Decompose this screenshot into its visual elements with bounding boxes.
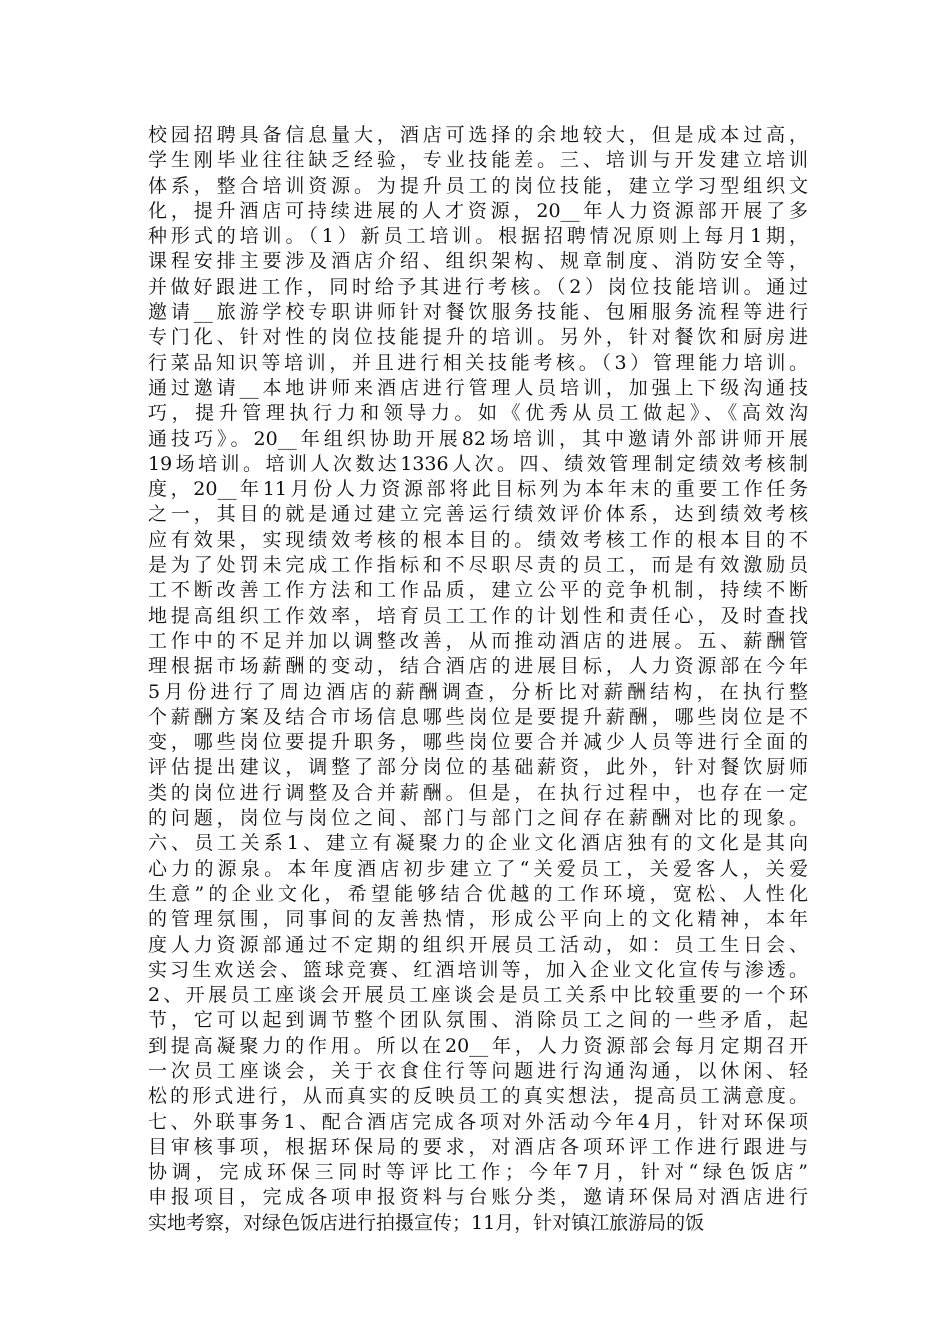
text-line: 5月份进行了周边酒店的薪酬调查，分析比对薪酬结构，在执行整 xyxy=(148,680,808,703)
text-line: 工作中的不足并加以调整改善，从而推动酒店的进展。五、薪酬管 xyxy=(148,629,808,652)
text-line: 课程安排主要涉及酒店介绍、组织架构、规章制度、消防安全等， xyxy=(148,250,808,273)
text-line: 到提高凝聚力的作用。所以在20__年，人力资源部会每月定期召开 xyxy=(148,1034,808,1057)
text-line: 之一，其目的就是通过建立完善运行绩效评价体系，达到绩效考核 xyxy=(148,503,808,526)
text-line: 行菜品知识等培训，并且进行相关技能考核。（3）管理能力培训。 xyxy=(148,351,808,374)
text-line: 六、员工关系1、建立有凝聚力的企业文化酒店独有的文化是其向 xyxy=(148,832,808,855)
text-line: 实地考察，对绿色饭店进行拍摄宣传；11月，针对镇江旅游局的饭 xyxy=(148,1211,705,1234)
text-line: 巧，提升管理执行力和领导力。如《优秀从员工做起》、《高效沟 xyxy=(148,402,808,425)
text-line: 邀请__旅游学校专职讲师针对餐饮服务技能、包厢服务流程等进行 xyxy=(148,301,808,324)
text-line: 变，哪些岗位要提升职务，哪些岗位要合并减少人员等进行全面的 xyxy=(148,731,808,754)
text-line: 的管理氛围，同事间的友善热情，形成公平向上的文化精神，本年 xyxy=(148,908,808,931)
text-line: 是为了处罚未完成工作指标和不尽职尽责的员工，而是有效激励员 xyxy=(148,554,808,577)
text-line: 评估提出建议，调整了部分岗位的基础薪资，此外，针对餐饮厨师 xyxy=(148,756,808,779)
text-line: 地提高组织工作效率，培育员工工作的计划性和责任心，及时查找 xyxy=(148,604,808,627)
text-line: 种形式的培训。（1）新员工培训。根据招聘情况原则上每月1期， xyxy=(148,225,808,248)
text-line: 生意”的企业文化，希望能够结合优越的工作环境，宽松、人性化 xyxy=(148,882,808,905)
text-line: 通过邀请__本地讲师来酒店进行管理人员培训，加强上下级沟通技 xyxy=(148,376,808,399)
text-line: 19场培训。培训人次数达1336人次。四、绩效管理制定绩效考核制 xyxy=(148,452,808,475)
text-line: 学生刚毕业往往缺乏经验，专业技能差。三、培训与开发建立培训 xyxy=(148,149,808,172)
text-line: 松的形式进行，从而真实的反映员工的真实想法，提高员工满意度。 xyxy=(148,1085,808,1108)
text-line: 实习生欢送会、篮球竞赛、红酒培训等，加入企业文化宣传与渗透。 xyxy=(148,958,808,981)
text-line: 度，20__年11月份人力资源部将此目标列为本年末的重要工作任务 xyxy=(148,478,808,501)
text-line: 校园招聘具备信息量大，酒店可选择的余地较大，但是成本过高， xyxy=(148,124,808,146)
body-text xyxy=(148,123,808,1236)
text-line: 化，提升酒店可持续进展的人才资源，20__年人力资源部开展了多 xyxy=(148,199,808,222)
text-line: 并做好跟进工作，同时给予其进行考核。（2）岗位技能培训。通过 xyxy=(148,275,808,298)
text-line: 一次员工座谈会，关于衣食住行等问题进行沟通沟通，以休闲、轻 xyxy=(148,1059,808,1082)
text-line: 节，它可以起到调节整个团队氛围、消除员工之间的一些矛盾，起 xyxy=(148,1009,808,1032)
text-line: 理根据市场薪酬的变动，结合酒店的进展目标，人力资源部在今年 xyxy=(148,655,808,678)
text-line: 通技巧》。20__年组织协助开展82场培训，其中邀请外部讲师开展 xyxy=(148,427,808,450)
text-line: 申报项目，完成各项申报资料与台账分类，邀请环保局对酒店进行 xyxy=(148,1186,808,1209)
text-line: 目审核事项，根据环保局的要求，对酒店各项环评工作进行跟进与 xyxy=(148,1135,808,1158)
text-line: 的问题，岗位与岗位之间、部门与部门之间存在薪酬对比的现象。 xyxy=(148,807,808,830)
text-line: 类的岗位进行调整及合并薪酬。但是，在执行过程中，也存在一定 xyxy=(148,781,808,804)
text-line: 协调，完成环保三同时等评比工作；今年7月，针对“绿色饭店” xyxy=(148,1161,808,1184)
text-line: 七、外联事务1、配合酒店完成各项对外活动今年4月，针对环保项 xyxy=(148,1110,808,1133)
text-line: 专门化、针对性的岗位技能提升的培训。另外，针对餐饮和厨房进 xyxy=(148,326,808,349)
text-line: 体系，整合培训资源。为提升员工的岗位技能，建立学习型组织文 xyxy=(148,174,808,197)
text-line: 个薪酬方案及结合市场信息哪些岗位是要提升薪酬，哪些岗位是不 xyxy=(148,705,808,728)
text-line: 2、开展员工座谈会开展员工座谈会是员工关系中比较重要的一个环 xyxy=(148,984,808,1007)
text-line: 应有效果，实现绩效考核的根本目的。绩效考核工作的根本目的不 xyxy=(148,528,808,551)
text-line: 度人力资源部通过不定期的组织开展员工活动，如：员工生日会、 xyxy=(148,933,808,956)
text-line: 工不断改善工作方法和工作品质，建立公平的竞争机制，持续不断 xyxy=(148,579,808,602)
text-line: 心力的源泉。本年度酒店初步建立了“关爱员工，关爱客人，关爱 xyxy=(148,857,808,880)
